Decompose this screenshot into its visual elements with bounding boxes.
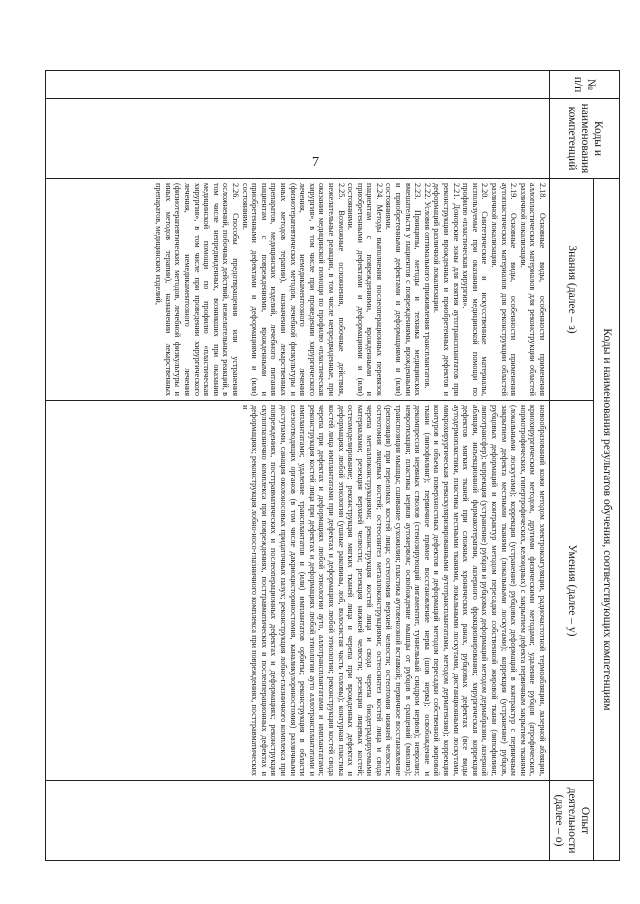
header-knowledge: Знания (далее – з) [550,179,594,401]
header-results-group: Коды и наименования результатов обучения, соответствующих компетенциям [594,179,620,861]
page-number: 7 [312,155,319,170]
skills-text: новообразований кожи методом электрокоагуляции, радиочастотной термоабляции, лазерной абляции, криохирургическим методом, другими физическими методами; удаление рубцов (атрофических, нормотрофических, гипертрофических, келоидных) с закрытием дефекта первичным закрытием тканями (локальными лоскутами); коррекция (устранение) рубцовых деформаций в контрактур с первичным закрытием дефекта местными тканями (локальными лоскутами); коррекция (устранение) рубцов, рубцовых деформаций и контрактур методом пересадки собственной жировой ткани (липофилинг, липотрансфер); коррекция (устранение) рубцов и рубцовых деформаций методом дермабразии, лазерной абляции, инъекционной фармакотерапии, лазерного фракционирования; хирургическая коррекция дефектов мягких тканей при сложных хронических ранах, рубцовых дефектах (все виды аутодермопластики, пластика местными тканями, локальными лоскутами, дистанционными лоскутами, микрохирургическая реваскуляризированными аутотрансплантатами, методом дерматензии); коррекция контуров и объема поверхностных дефектов и деформаций методом пересадки собственной жировой ткани (липофилинг); первичное прямое восстановление нерва (шов нерва); освобождение и декомпрессия нервных стволов (стенозирующий лигаментит, туннельный синдром нервов); невролиз; невротизация; пластика нервов аутонервом; освобождение мышцы от рубцов в сращений (миолиз); транспозиция мышцы; сшивание сухожилия; пластика аутовенозной вставкой; первичное восстановление (репозиция) при переломах костей лица; остеотомия верхней челюсти; остеотомия нижней челюсти; остеотомия лицевых костей; остеосинтез металлоконструкциями; остеосинтез костей лица и свода черепа металлоконструкциями; реконструкция костей лица и свода черепа биодеградируемыми материалами; резекция верхней челюсти; резекция нижней челюсти; резекция лицевых костей; остеомоделирование; реконструкция мягких тканей лица и черепа при врожденных дефектах и деформациях любой этиологии (ушные раковины, лоб, волосистая часть головы); контурная пластика костей лица имплантатами при дефектах и деформациях любой этиологии; реконструкция костей свода черепа при дефектах и деформациях любой этиологии ауто, аллотрансплантатами и имплантатами; реконструкция костей лица при дефектах и деформациях любой этиологии ауто аллотрансплантатами и имплантатами; удаление трансплантатов и (или) имплантатов орбиты; реконструкция в области слезоотводящих органов (в том числе дакриоцисториностомия, каналикулориностомия) различными доступами, санация околоносовых придаточных пазух; реконструкция лобно-глазничного комплекса при повреждениях, посттравматических и послеоперационных дефектах и деформациях; реконструкция скулоглазнично комплекса при повреждениях, посттравматических и послеоперационных дефектах и деформациях; реконструкция лобно-носо-глазничного комплекса при повреждениях, посттравматических и [240,405,547,776]
knowledge-item: 2.24. Методы выполнения послеоперационных перевязок пациентам с повреждениями, врожденными и приобретенными дефектами и деформациями и (или) состояниями. [346,183,384,396]
knowledge-item: 2.19. Основные виды, особенности применения аутопластических материалов для реконструкции областей различной локализации. [490,183,519,396]
cell-num [46,71,550,99]
header-codes: Коды и наименования компетенций [550,99,620,179]
knowledge-item: 2.23. Принципы, методы и техника медицинских вмешательств у пациентов с повреждениями, врожденными и приобретенными дефектами и деформациями и (или) состояниями. [384,183,423,396]
knowledge-item: 2.26. Способы предотвращения или устранения осложнений, побочных действий, нежелательных реакций, в том числе непредвиденных, возникших при оказании медицинской помощи по профилю «пластическая хирургия», в том числе при проведении хирургического лечения, немедикаментозного лечения (физиотерапевтических методов, лечебной физкультуры и иных методов терапии), назначении лекарственных препаратов, медицинских изделий, [154,183,240,396]
knowledge-item: 2.25. Возможные осложнения, побочные действия, нежелательные реакции, в том числе непредвиденные, при оказании медицинской помощи по профилю «пластическая хирургия», в том числе при проведении хирургического лечения, немедикаментозного лечения (физиотерапевтических методов, лечебной физкультуры и иных методов терапии), назначении лекарственных препаратов, медицинских изделий, лечебного питания пациентам с повреждениями, врожденными и приобретенными дефектами и деформациями и (или) состояниями. [240,183,346,396]
knowledge-item: 2.20. Синтетические и искусственные материалы, используемые при оказании медицинской помощи по профилю «пластическая хирургия». [461,183,490,396]
rotated-table-container [45,70,620,860]
cell-codes [46,99,550,179]
knowledge-item: 2.18. Основные виды, особенности применения аллопластических материалов для реконструкции областей различной локализации. [518,183,547,396]
knowledge-item: 2.22. Условия оптимального приживления трансплантатов. [422,183,432,389]
competencies-table [45,70,620,861]
header-skills: Умения (далее – у) [550,401,594,781]
header-experience: Опыт деятельности (далее – о) [550,781,594,861]
experience-cell [46,781,550,861]
knowledge-cell [46,179,550,401]
knowledge-item: 2.21. Донорские зоны для взятия аутотрансплантатов при реконструкции врожденных и приобретенных дефектов и деформаций различной локализации. [432,183,461,396]
header-num: № п/п [550,71,620,99]
skills-cell [46,401,550,781]
